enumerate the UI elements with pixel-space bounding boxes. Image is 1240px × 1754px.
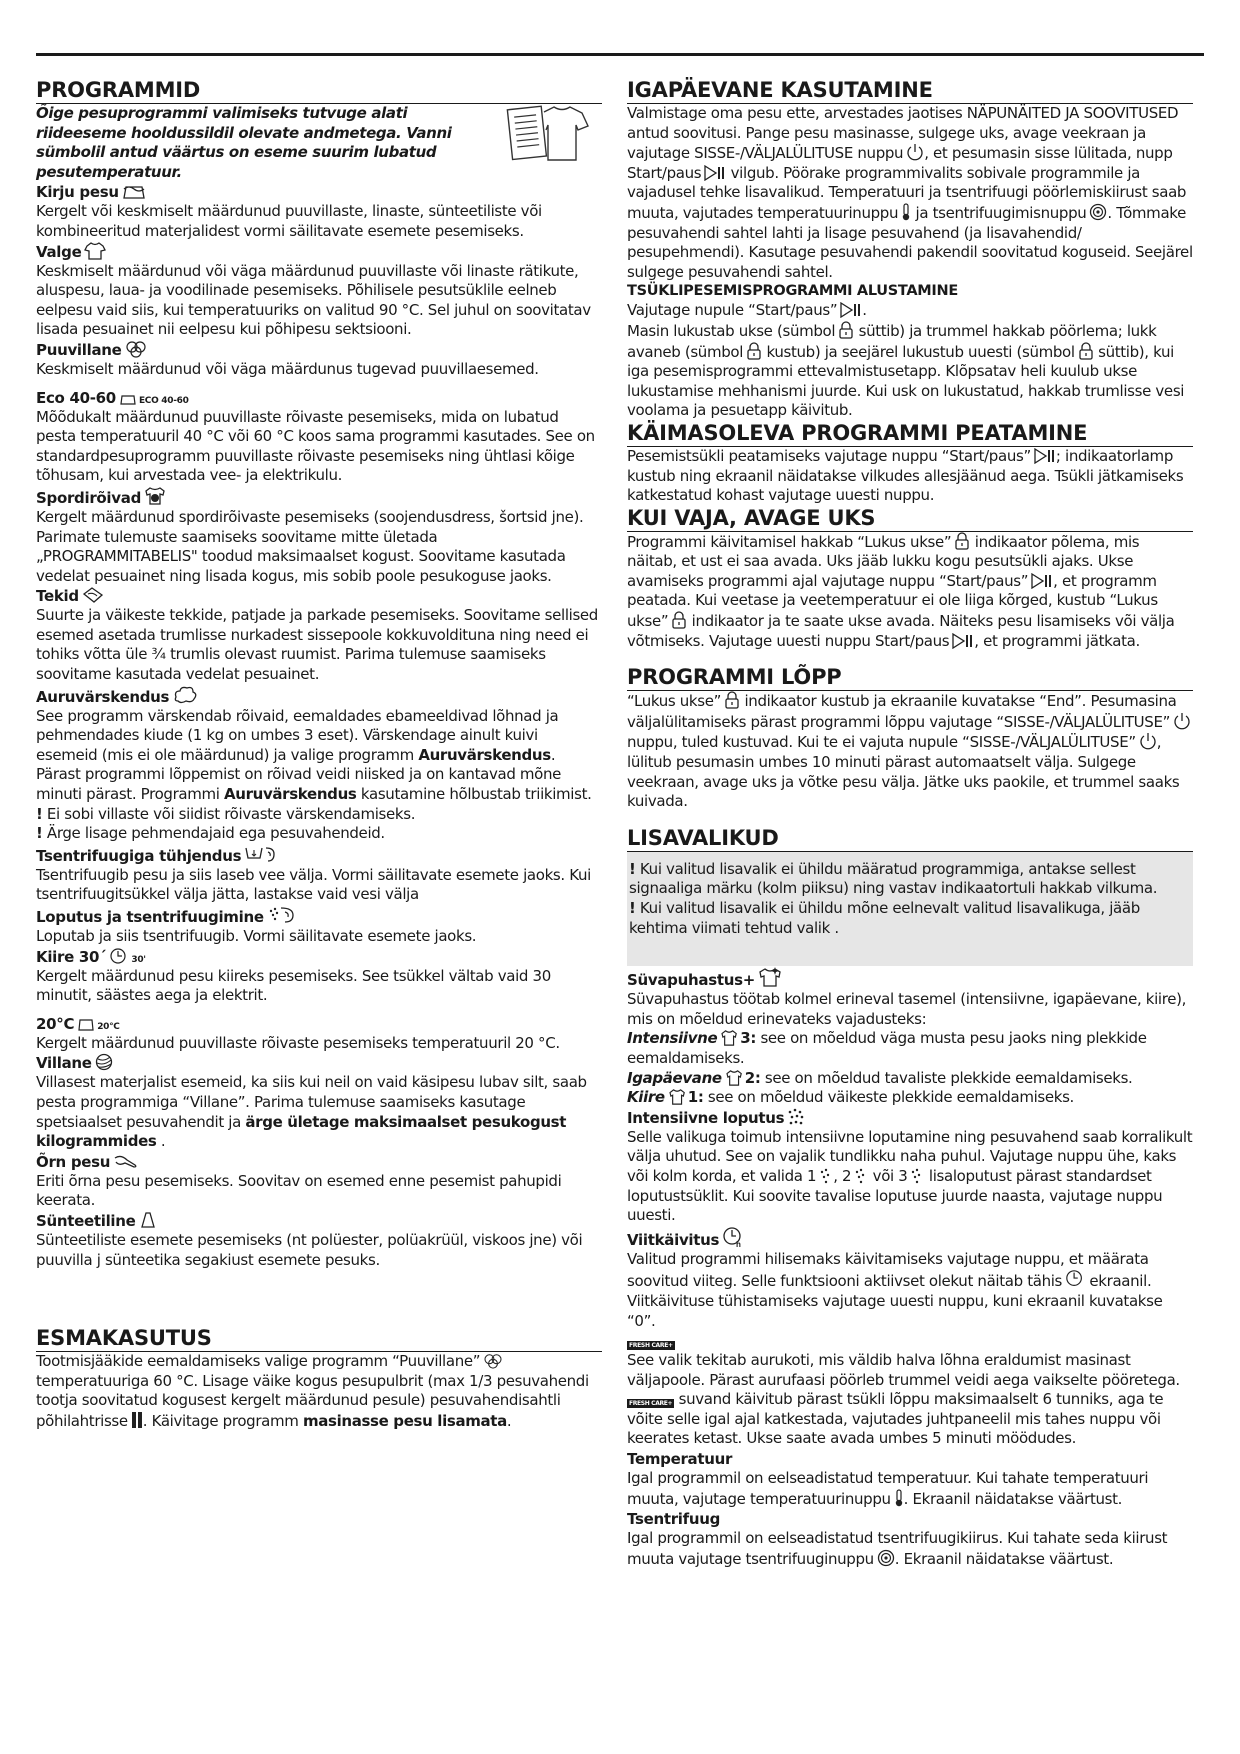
uks-heading: KUI VAJA, AVAGE UKS [627, 506, 1193, 532]
lock-icon [838, 321, 854, 339]
lock-icon [724, 691, 740, 709]
lisavalikud-heading: LISAVALIKUD [627, 826, 1193, 852]
program-text-synthetic: Sünteetiliste esemete pesemiseks (nt polüester, polüakrüül, viskoos jne) või puuvilla j sünteetika segakiust esemete pesuks. [36, 1230, 583, 1269]
program-text-kirju: Kergelt või keskmiselt määrdunud puuvillaste, linaste, sünteetiliste või kombineeritud materjalidest vormi säilitavate esemete pesemiseks. [36, 202, 542, 240]
option-title-viitkaivitus: Viitkäivitus h [627, 1226, 1193, 1250]
20c-icon [77, 1016, 95, 1032]
rinse-2-icon [854, 1168, 868, 1184]
rinse-spin-icon [267, 905, 297, 925]
steam-warning-1: ! Ei sobi villaste või siidist rõivaste värskendamiseks. [36, 804, 416, 823]
svg-text:h: h [736, 1239, 741, 1248]
note-1: ! Kui valitud lisavalik ei ühildu määratud programmiga, antakse sellest signaaliga märku (kolm piiksu) ning vastav indikaatortuli hakkab vilkuma. [629, 859, 1158, 898]
option-title-temperatuur: Temperatuur [627, 1450, 733, 1469]
note-2: ! Kui valitud lisavalik ei ühildu mõne eelnevalt valitud lisavalikuga, jääb kehtima viimati tehtud valik . [629, 899, 1140, 937]
start-pause-icon [840, 302, 862, 318]
steam-refresh-icon [172, 685, 198, 705]
start-pause-icon [1034, 448, 1056, 464]
program-title-synthetic: Sünteetiline [36, 1211, 602, 1231]
right-column [627, 78, 1193, 1569]
program-text-20c: Kergelt määrdunud puuvillaste rõivaste pesemiseks temperatuuril 20 °C. [36, 1033, 560, 1052]
program-title-kirju: Kirju pesu [36, 182, 602, 202]
esmakasutus-text: Tootmisjääkide eemaldamiseks valige programm “Puuvillane” temperatuuriga 60 °C. Lisage väike kogus pesupulbrit (max 1/3 pesuvahendi tootja soovitatud kogusest kergelt määrdunud pesule) pesuvahendisahtli põhilahtrisse . Käivitage programm masinasse pesu lisamata. [36, 1352, 589, 1430]
program-text-quick-30: Kergelt määrdunud pesu kiireks pesemiseks. See tsükkel vältab vaid 30 minutit, säästes aega ja elektrit. [36, 966, 551, 1005]
program-title-20c: 20°C 20°C [36, 1014, 120, 1033]
option-title-fresh-care [627, 1331, 1193, 1351]
program-text-wool: Villasest materjalist esemeid, ka siis kui neil on vaid käsipesu lubav silt, saab pesta programmiga “Villane”. Parima tulemuse saamiseks kasutage spetsiaalset pesuvahendit ja ärge ületage maksimaalset pesukogust kilogrammides . [36, 1073, 587, 1151]
program-title-puuvillane: Puuvillane [36, 340, 602, 360]
program-title-sport: Spordirõivad [36, 486, 602, 508]
program-text-eco: Mõõdukalt määrdunud puuvillaste rõivaste pesemiseks, mida on lubatud pesta temperatuuril 40 °C või 60 °C koos sama programmi kasutades. See on standardpesuprogramm puuvillaste rõivaste pesemiseks ning ühtlasi kõige tõhusam, kui arvestada vee- ja elektrikulu. [36, 407, 595, 485]
tsentrifuug-text: Igal programmil on eelseadistatud tsentrifuugikiirus. Kui tahate seda kiirust muuta vajutage tsentrifuuginuppu . Ekraanil näidatakse väärtust. [627, 1529, 1168, 1568]
top-rule [36, 53, 1204, 56]
program-title-steam: Auruvärskendus [36, 685, 602, 707]
peatamine-heading: KÄIMASOLEVA PROGRAMMI PEATAMINE [627, 421, 1193, 447]
igapaevane-text: Valmistage oma pesu ette, arvestades jaotises NÄPUNÄITED JA SOOVITUSED antud soovitusi. Pange pesu masinasse, sulgege uks, avage veekraan ja vajutage SISSE-/VÄLJALÜLITUSE nuppu , et pesumasin sisse lülitada, nupp Start/paus vilgub. Pöörake programmivalits sobivale programmile ja vajadusel tehke lisavalikud. Temperatuuri ja tsentrifuugi pöörlemiskiirust saab muuta, vajutades temperatuurinuppu ja tsentrifuugimisnuppu . Tõmmake pesuvahendi sahtel lahti ja lisage pesuvahend (ja lisavahendid/ pesupehmendi). Kasutage pesuvahendi pakendil soovitatud koguseid. Seejärel sulgege pesuvahendi sahtel. [627, 104, 1193, 281]
deep-clean-level-3-icon [720, 1030, 740, 1046]
power-icon [906, 143, 924, 161]
temperature-icon [901, 203, 911, 221]
start-pause-icon [952, 633, 974, 649]
temperature-icon [894, 1489, 904, 1507]
programmid-heading: PROGRAMMID [36, 78, 602, 104]
warning-note-box [627, 852, 1193, 966]
deep-clean-level-2-icon [725, 1070, 745, 1086]
cotton-icon [125, 340, 147, 358]
program-title-delicate: Õrn pesu [36, 1152, 602, 1172]
tsukli-heading: TSÜKLIPESEMISPROGRAMMI ALUSTAMINE [627, 283, 958, 300]
rinse-3-icon [910, 1168, 924, 1184]
care-label-shirt-icon [506, 104, 590, 168]
power-icon [1173, 712, 1191, 730]
lock-icon [746, 342, 762, 360]
program-title-eco: Eco 40-60 ECO 40-60 [36, 388, 189, 407]
quick-30-icon [109, 947, 129, 965]
synthetic-icon [139, 1211, 157, 1229]
program-text-tekid: Suurte ja väikeste tekkide, patjade ja parkade pesemiseks. Soovitame sellised esemed asetada trumlisse nurkadest sissepoole kokkuvolditunа ning need ei tohiks võtta üle ¾ trumlis olevast ruumist. Parima tulemuse saamiseks soovitame kasutada vedelat pesuainet. [36, 606, 598, 684]
tsukli-text-2: Masin lukustab ukse (sümbol süttib) ja trummel hakkab pöörlema; lukk avaneb (sümbol kustub) ja seejärel lukustub uuesti (sümbol süttib), kui iga pesemisprogrammi ettevalmistusetapp. Klõpsatav heli kuulub ukse lukustamise mehhanismi juurde. Kui usk on lukustatud, hakkab trumlisse vesi voolama ja pesuetapp käivitub. [627, 321, 1185, 420]
fresh-care-text: See valik tekitab aurukoti, mis väldib halva lõhna eraldumist masinast väljapoole. Pärast aurufaasi pöörleb trummel veidi aega vaikselte pööretega. FRESH CARE+ suvand käivitub pärast tsükli lõppu maksimaalselt 6 tunniks, aga te võite selle igal ajal katkestada, vajutades juhtpaneelil mis tahes nuppu või keerates ketast. Ukse saate avada umbes 5 minuti möödudes. [627, 1351, 1180, 1448]
intro-row [36, 104, 602, 182]
loputus-text: Selle valikuga toimub intensiivne loputamine ning pesuvahend saab korralikult välja uhutud. See on vajalik tundlikku naha puhul. Vajutage nuppu ühe, kaks või kolm korda, et valida 1 , 2 või 3 lisaloputust pärast standardset loputustsüklit. Kui soovite tavalise loputuse juurde naasta, vajutage nuppu uuesti. [627, 1127, 1193, 1225]
program-title-spin-drain: Tsentrifuugiga tühjendus [36, 844, 602, 866]
level-igapaevane: Igapäevane 2: see on mõeldud tavaliste plekkide eemaldamiseks. [627, 1068, 1133, 1087]
power-icon [1139, 732, 1157, 750]
option-title-loputus: Intensiivne loputus [627, 1108, 1193, 1128]
program-text-puuvillane: Keskmiselt määrdunud või väga määrdunus tugevad puuvillaesemed. [36, 359, 539, 378]
program-title-quick-30: Kiire 30´ 30' [36, 947, 146, 966]
start-pause-icon [704, 165, 726, 181]
lock-icon [954, 532, 970, 550]
program-title-wool: Villane [36, 1053, 602, 1073]
igapaevane-heading: IGAPÄEVANE KASUTAMINE [627, 78, 1193, 104]
viitkaivitus-text: Valitud programmi hilisemaks käivitamiseks vajutage nuppu, et määrata soovitud viiteg. Selle funktsiooni aktiivset olekut näitab tähis ekraanil. Viitkäivituse tühistamiseks vajutage uuesti nuppu, kuni ekraanil kuvatakse “0”. [627, 1249, 1163, 1330]
steam-warning-2: ! Ärge lisage pehmendajaid ega pesuvahendeid. [36, 824, 385, 843]
lopp-text: “Lukus ukse” indikaator kustub ja ekraanile kuvatakse “End”. Pesumasina väljalülitamiseks pärast programmi lõppu vajutage “SISSE-/VÄLJALÜLITUSE” nuppu, tuled kustuvad. Kui te ei vajuta nupule “SISSE-/VÄLJALÜLITUSE” , lülitub pesumasin umbes 10 minuti pärast automaatselt välja. Sulgege veekraan, avage uks ja võtke pesu välja. Jätke uks paokile, et trummel saaks kuivada. [627, 691, 1193, 812]
option-title-tsentrifuug: Tsentrifuug [627, 1510, 721, 1529]
program-text-valge: Keskmiselt määrdunud või väga määrdunud puuvillaste või linaste rätikute, aluspesu, laua- ja voodilinade pesemiseks. Põhilisele pesutsüklile eelneb eelpesu vaid siis, kui temperatuuriks on valitud 90 °C. Sel juhul on soovitatav lisada pesuainet nii eelpesu kui põhipesu sektsiooni. [36, 261, 591, 339]
intro-text: Õige pesuprogrammi valimiseks tutvuge alati riideeseme hooldussildil olevate andmetega. Vanni sümbolil antud väärtus on eseme suurim lubatud pesutemperatuur. [36, 104, 452, 181]
left-column [36, 78, 602, 1432]
lock-icon [1078, 342, 1094, 360]
delay-start-icon [1065, 1269, 1085, 1289]
rinse-1-icon [819, 1168, 833, 1184]
temperatuur-text: Igal programmil on eelseadistatud temperatuur. Kui tahate temperatuuri muuta, vajutage temperatuurinuppu . Ekraanil näidatakse väärtust. [627, 1469, 1149, 1508]
program-text-spin-drain: Tsentrifuugib pesu ja siis laseb vee välja. Vormi säilitavate esemete jaoks. Kui tsentrifuugitsükkel välja jätta, lastakse vaid vesi välja [36, 865, 591, 904]
deep-clean-level-1-icon [668, 1089, 688, 1105]
deep-clean-icon [758, 966, 782, 988]
spin-icon [877, 1549, 895, 1567]
level-kiire: Kiire 1: see on mõeldud väikeste plekkide eemaldamiseks. [627, 1088, 1074, 1107]
option-title-suvapuhastus: Süvapuhastus+ [627, 966, 1193, 990]
white-shirt-icon [84, 242, 106, 260]
program-title-valge: Valge [36, 242, 602, 262]
fresh-care-badge: FRESH CARE+ [629, 1342, 673, 1350]
intensive-rinse-icon [787, 1108, 805, 1126]
program-title-tekid: Tekid [36, 586, 602, 606]
program-text-delicate: Eriti õrna pesu pesemiseks. Soovitav on esemed enne pesemist pahupidi keerata. [36, 1171, 562, 1210]
wool-icon [95, 1053, 115, 1071]
delicate-icon [113, 1152, 139, 1170]
level-intensiivne: Intensiivne 3: see on mõeldud väga musta pesu jaoks ning plekkide eemaldamiseks. [627, 1029, 1147, 1067]
tsukli-text-1: Vajutage nupule “Start/paus” . [627, 301, 867, 320]
program-text-rinse-spin: Loputab ja siis tsentrifuugib. Vormi säilitavate esemete jaoks. [36, 927, 477, 945]
cotton-icon [483, 1353, 503, 1369]
colored-wash-icon [122, 182, 146, 200]
uks-text: Programmi käivitamisel hakkab “Lukus ukse” indikaator põlema, mis näitab, et ust ei saa avada. Uks jääb lukku kogu pesutsükli ajaks. Ukse avamiseks programmi ajal vajutage nuppu “Start/paus” , et programm peatada. Kui veetase ja veetemperatuur ei ole liiga kõrged, kustub “Lukus ukse” indikaator ja te saate ukse avada. Näiteks pesu lisamiseks või välja võtmiseks. Vajutage uuesti nuppu Start/paus , et programmi jätkata. [627, 532, 1175, 650]
esmakasutus-heading: ESMAKASUTUS [36, 1326, 602, 1352]
program-text-sport: Kergelt määrdunud spordirõivaste pesemiseks (soojendusdress, šortsid jne). Parimate tulemuste saamiseks soovitame mitte ületada „PROGRAMMITABELIS" toodud maksimaalset kogust. Soovitame kasutada vedelat pesuainet ning lisada kogus, mis sobib poole pesukoguse jaoks. [36, 507, 584, 585]
main-compartment-icon [131, 1411, 143, 1429]
lock-icon [671, 611, 687, 629]
fresh-care-inline-badge: FRESH CARE+ [629, 1400, 673, 1408]
sportswear-icon [144, 486, 166, 506]
delay-start-icon [722, 1226, 744, 1248]
lopp-heading: PROGRAMMI LÕPP [627, 665, 1193, 691]
spin-drain-icon [244, 844, 278, 864]
program-text-steam: See programm värskendab rõivaid, eemaldades ebameeldivad lõhnad ja pehmendades kiude (1 kg on umbes 3 eset). Värskendage ainult kuivi esemeid (mis ei ole määrdunud) ja valige programm Auruvärskendus. Pärast programmi lõppemist on rõivad veidi niisked ja on kantavad mõne minuti pärast. Programmi Auruvärskendus kasutamine hõlbustab triikimist. [36, 706, 592, 804]
start-pause-icon [1031, 573, 1053, 589]
suvapuhastus-text: Süvapuhastus töötab kolmel erineval tasemel (intensiivne, igapäevane, kiire), mis on mõeldud erinevateks vajadusteks: [627, 990, 1187, 1028]
program-title-rinse-spin: Loputus ja tsentrifuugimine [36, 905, 602, 927]
spin-icon [1089, 203, 1107, 221]
duvet-icon [82, 586, 104, 604]
eco-40-60-icon [119, 392, 137, 406]
peatamine-text: Pesemistsükli peatamiseks vajutage nuppu “Start/paus” ; indikaatorlamp kustub ning ekraanil näidatakse vilkudes allesjäänud aega. Tsükli jätkamiseks katkestatud kohast vajutage uuesti nuppu. [627, 446, 1184, 505]
